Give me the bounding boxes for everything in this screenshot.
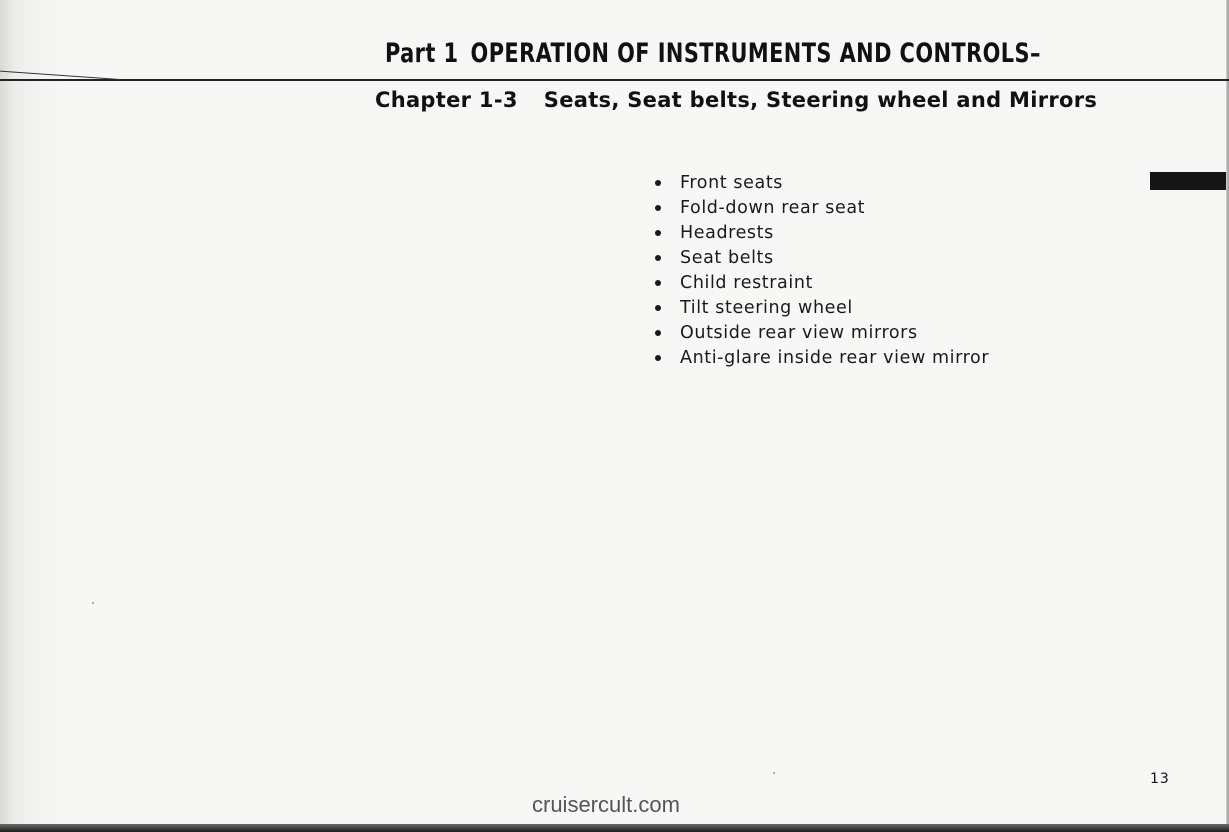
- topic-label: Front seats: [680, 173, 784, 193]
- page-gutter: [0, 0, 70, 832]
- chapter-title: Seats, Seat belts, Steering wheel and Mirrors: [543, 88, 1098, 112]
- bullet-icon: [655, 355, 661, 361]
- paper-speck: [92, 602, 94, 604]
- chapter-number: Chapter 1-3: [375, 88, 518, 112]
- page-number: 13: [1150, 771, 1170, 787]
- list-item: [655, 246, 989, 271]
- list-item: [655, 321, 989, 346]
- topic-label: Tilt steering wheel: [680, 298, 853, 318]
- section-tab-marker: [1150, 172, 1226, 190]
- bullet-icon: [655, 255, 661, 261]
- chapter-topic-list: [655, 171, 989, 371]
- list-item: [655, 171, 989, 196]
- list-item: [655, 271, 989, 296]
- list-item: [655, 221, 989, 246]
- watermark-text: cruisercult.com: [532, 792, 680, 817]
- topic-label: Child restraint: [680, 273, 813, 293]
- paper-speck: [773, 772, 775, 774]
- part-title: OPERATION OF INSTRUMENTS AND CONTROLS–: [470, 38, 1041, 69]
- binding-shadow: [0, 824, 1229, 832]
- topic-label: Anti-glare inside rear view mirror: [680, 348, 990, 368]
- bullet-icon: [655, 280, 661, 286]
- part-heading: [385, 38, 1041, 69]
- bullet-icon: [655, 205, 661, 211]
- bullet-icon: [655, 180, 661, 186]
- part-label: Part 1: [385, 38, 459, 69]
- topic-label: Fold-down rear seat: [680, 198, 866, 218]
- list-item: [655, 196, 989, 221]
- bullet-icon: [655, 330, 661, 336]
- header-rule: [0, 79, 1229, 81]
- bullet-icon: [655, 305, 661, 311]
- list-item: [655, 346, 989, 371]
- topic-label: Headrests: [680, 223, 774, 243]
- chapter-heading: [375, 88, 1097, 112]
- topic-label: Outside rear view mirrors: [680, 323, 918, 343]
- list-item: [655, 296, 989, 321]
- bullet-icon: [655, 230, 661, 236]
- topic-label: Seat belts: [680, 248, 774, 268]
